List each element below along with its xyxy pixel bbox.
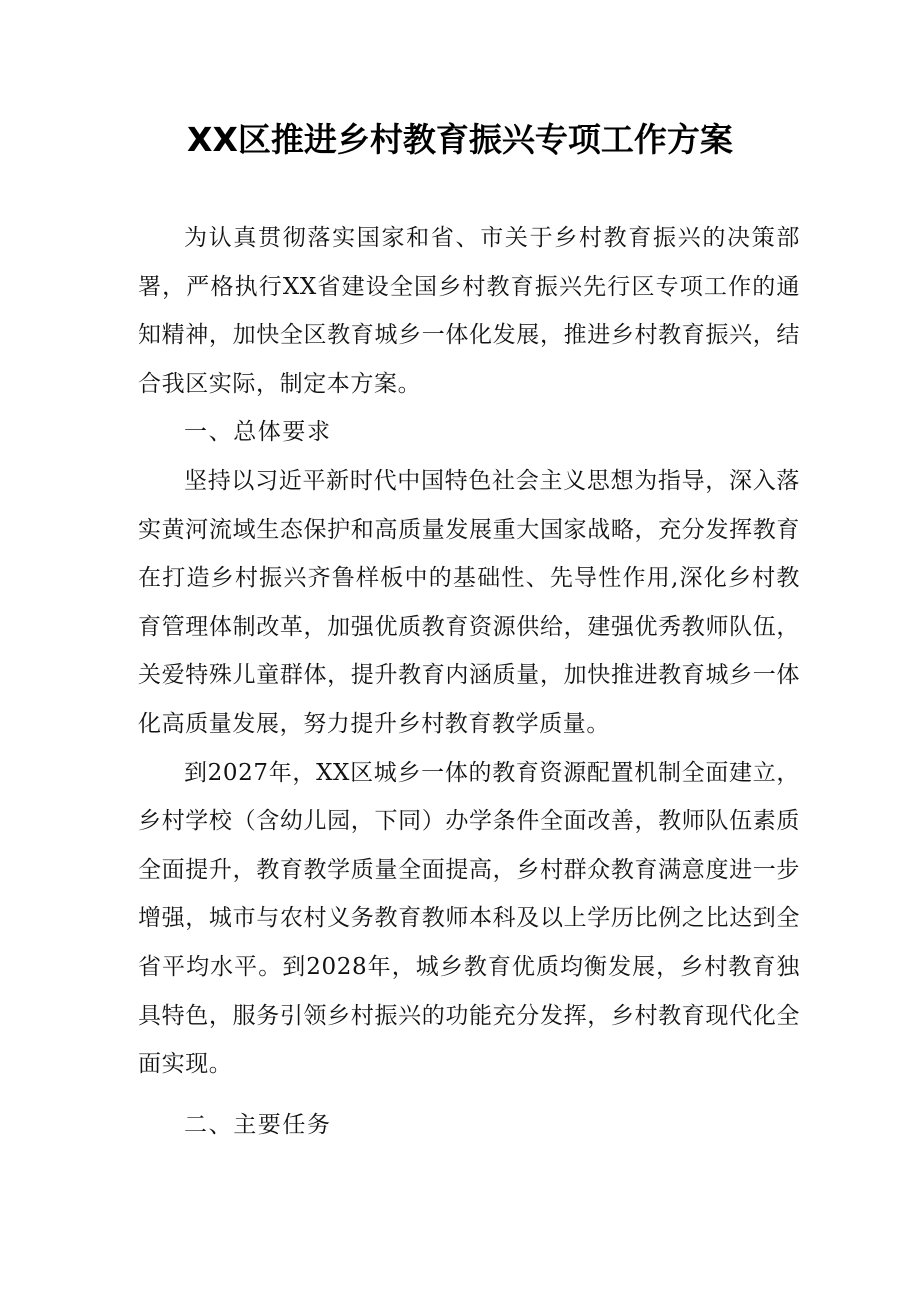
general-requirements-paragraph: 坚持以习近平新时代中国特色社会主义思想为指导，深入落实黄河流域生态保护和高质量发展重大国家战略，充分发挥教育在打造乡村振兴齐鲁样板中的基础性、先导性作用,深化乡村教育管理体制改革，加强优质教育资源供给，建强优秀教师队伍，关爱特殊儿童群体，提升教育内涵质量，加快推进教育城乡一体化高质量发展，努力提升乡村教育教学质量。 <box>138 467 800 737</box>
section-heading-general-requirements: 一、总体要求 <box>184 419 332 446</box>
document-title: XX区推进乡村教育振兴专项工作方案 <box>187 120 733 159</box>
section-heading-main-tasks: 二、主要任务 <box>184 1111 332 1138</box>
document-body <box>138 214 800 1149</box>
intro-paragraph: 为认真贯彻落实国家和省、市关于乡村教育振兴的决策部署，严格执行XX省建设全国乡村教育振兴先行区专项工作的通知精神，加快全区教育城乡一体化发展，推进乡村教育振兴，结合我区实际，制定本方案。 <box>138 225 800 397</box>
goals-paragraph: 到2027年，XX区城乡一体的教育资源配置机制全面建立，乡村学校（含幼儿园，下同）办学条件全面改善，教师队伍素质全面提升，教育教学质量全面提高，乡村群众教育满意度进一步增强，城市与农村义务教育教师本科及以上学历比例之比达到全省平均水平。到2028年，城乡教育优质均衡发展，乡村教育独具特色，服务引领乡村振兴的功能充分发挥，乡村教育现代化全面实现。 <box>138 759 800 1078</box>
